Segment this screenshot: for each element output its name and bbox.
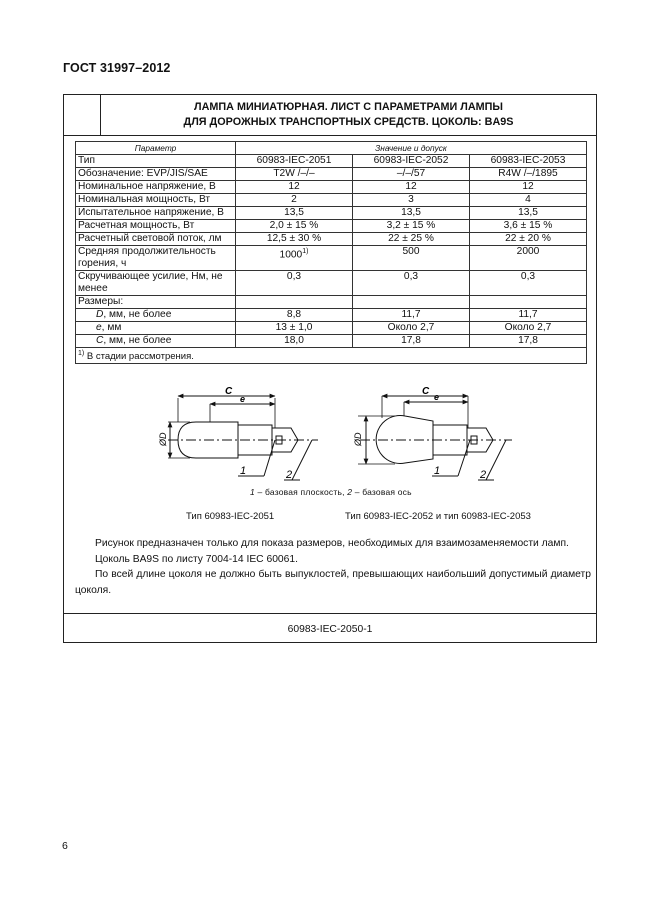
row-label-rest: , мм <box>101 322 122 333</box>
marker-2: 2 <box>286 469 293 481</box>
dim-label-c: C <box>422 386 430 397</box>
dim-label-d: ØD <box>158 432 168 446</box>
cell-value: 0,3 <box>236 271 353 296</box>
cell-value: 18,0 <box>236 335 353 348</box>
legend-number: 1 <box>250 487 255 497</box>
cell-value: 2,0 ± 15 % <box>236 220 353 233</box>
dim-label-c: C <box>225 386 233 397</box>
cell-value: 12 <box>470 181 587 194</box>
cell-value: 3 <box>353 194 470 207</box>
page-number: 6 <box>62 840 68 852</box>
cell-value: 60983-IEC-2051 <box>236 155 353 168</box>
standard-header: ГОСТ 31997–2012 <box>63 61 171 75</box>
dimension-symbol: e <box>96 322 102 333</box>
cell-value: Около 2,7 <box>470 322 587 335</box>
sheet-title-line-2: ДЛЯ ДОРОЖНЫХ ТРАНСПОРТНЫХ СРЕДСТВ. ЦОКОЛЬ: BA9S <box>183 116 514 128</box>
cell-value: 13,5 <box>236 207 353 220</box>
notes-text <box>75 536 591 598</box>
column-header-values: Значение и допуск <box>236 142 587 155</box>
cell-value-text: 1000 <box>279 249 303 261</box>
footnote-text: В стадии рассмотрения. <box>84 351 194 363</box>
footnote-ref: 1) <box>302 248 309 255</box>
row-label: Номинальное напряжение, В <box>76 181 236 194</box>
cell-value: 12,5 ± 30 % <box>236 233 353 246</box>
cell-value: 4 <box>470 194 587 207</box>
cell-value: 60983-IEC-2052 <box>353 155 470 168</box>
legend-number: 2 <box>347 487 353 497</box>
legend-text: – базовая плоскость, <box>254 487 348 497</box>
footnote-mark: 1) <box>78 350 85 357</box>
paragraph: По всей длине цоколя не должно быть выпуклостей, превышающих наибольший допустимый диаметр цоколя. <box>75 569 591 596</box>
row-label: Размеры: <box>76 296 236 309</box>
dimension-symbol: C <box>96 335 104 346</box>
row-label-rest: , мм, не более <box>103 309 172 320</box>
cell-value: 13,5 <box>470 207 587 220</box>
cell-value: 22 ± 20 % <box>470 233 587 246</box>
marker-1: 1 <box>240 465 247 477</box>
cell-value: 13 ± 1,0 <box>236 322 353 335</box>
cell-value: 2000 <box>470 246 587 271</box>
cell-value: 13,5 <box>353 207 470 220</box>
drawing-legend <box>250 487 412 497</box>
dim-label-e: e <box>240 394 246 404</box>
row-label: Номинальная мощность, Вт <box>76 194 236 207</box>
drawing-caption-left: Тип 60983-IEC-2051 <box>186 511 275 522</box>
cell-value: –/–/57 <box>353 168 470 181</box>
row-label: Скручивающее усилие, Нм, не менее <box>76 271 236 296</box>
row-label: Испытательное напряжение, В <box>76 207 236 220</box>
marker-1: 1 <box>434 465 441 477</box>
cell-value: 17,8 <box>470 335 587 348</box>
cell-value: 11,7 <box>353 309 470 322</box>
row-label: Обозначение: EVP/JIS/SAE <box>76 168 236 181</box>
row-label: Средняя продолжительность горения, ч <box>76 246 236 271</box>
dim-label-d: ØD <box>353 432 363 446</box>
cell-value: 8,8 <box>236 309 353 322</box>
row-label-rest: , мм, не более <box>103 335 172 346</box>
cell-value: R4W /–/1895 <box>470 168 587 181</box>
cell-value: 500 <box>353 246 470 271</box>
cell-value: 0,3 <box>470 271 587 296</box>
cell-value: 2 <box>236 194 353 207</box>
paragraph: Цоколь BA9S по листу 7004-14 IEC 60061. <box>95 553 298 565</box>
cell-value: T2W /–/– <box>236 168 353 181</box>
cell-value: 3,2 ± 15 % <box>353 220 470 233</box>
row-label: Тип <box>76 155 236 168</box>
dimension-symbol: D <box>96 309 104 320</box>
cell-value: 12 <box>236 181 353 194</box>
drawing-caption-right: Тип 60983-IEC-2052 и тип 60983-IEC-2053 <box>345 511 531 522</box>
cell-value: 12 <box>353 181 470 194</box>
cell-value: Около 2,7 <box>353 322 470 335</box>
cell-value: 11,7 <box>470 309 587 322</box>
column-header-parameter: Параметр <box>76 142 236 155</box>
cell-value: 3,6 ± 15 % <box>470 220 587 233</box>
cell-value: 0,3 <box>353 271 470 296</box>
row-label: Расчетная мощность, Вт <box>76 220 236 233</box>
row-label: Расчетный световой поток, лм <box>76 233 236 246</box>
sheet-title-line-1: ЛАМПА МИНИАТЮРНАЯ. ЛИСТ С ПАРАМЕТРАМИ ЛАМПЫ <box>194 101 503 113</box>
sheet-code: 60983-IEC-2050-1 <box>287 624 373 635</box>
cell-value: 17,8 <box>353 335 470 348</box>
dim-label-e: e <box>434 392 440 402</box>
marker-2: 2 <box>480 469 487 481</box>
paragraph: Рисунок предназначен только для показа размеров, необходимых для взаимозаменяемости ламп. <box>95 538 569 549</box>
cell-value: 22 ± 25 % <box>353 233 470 246</box>
cell-value: 60983-IEC-2053 <box>470 155 587 168</box>
legend-text: – базовая ось <box>352 487 412 497</box>
